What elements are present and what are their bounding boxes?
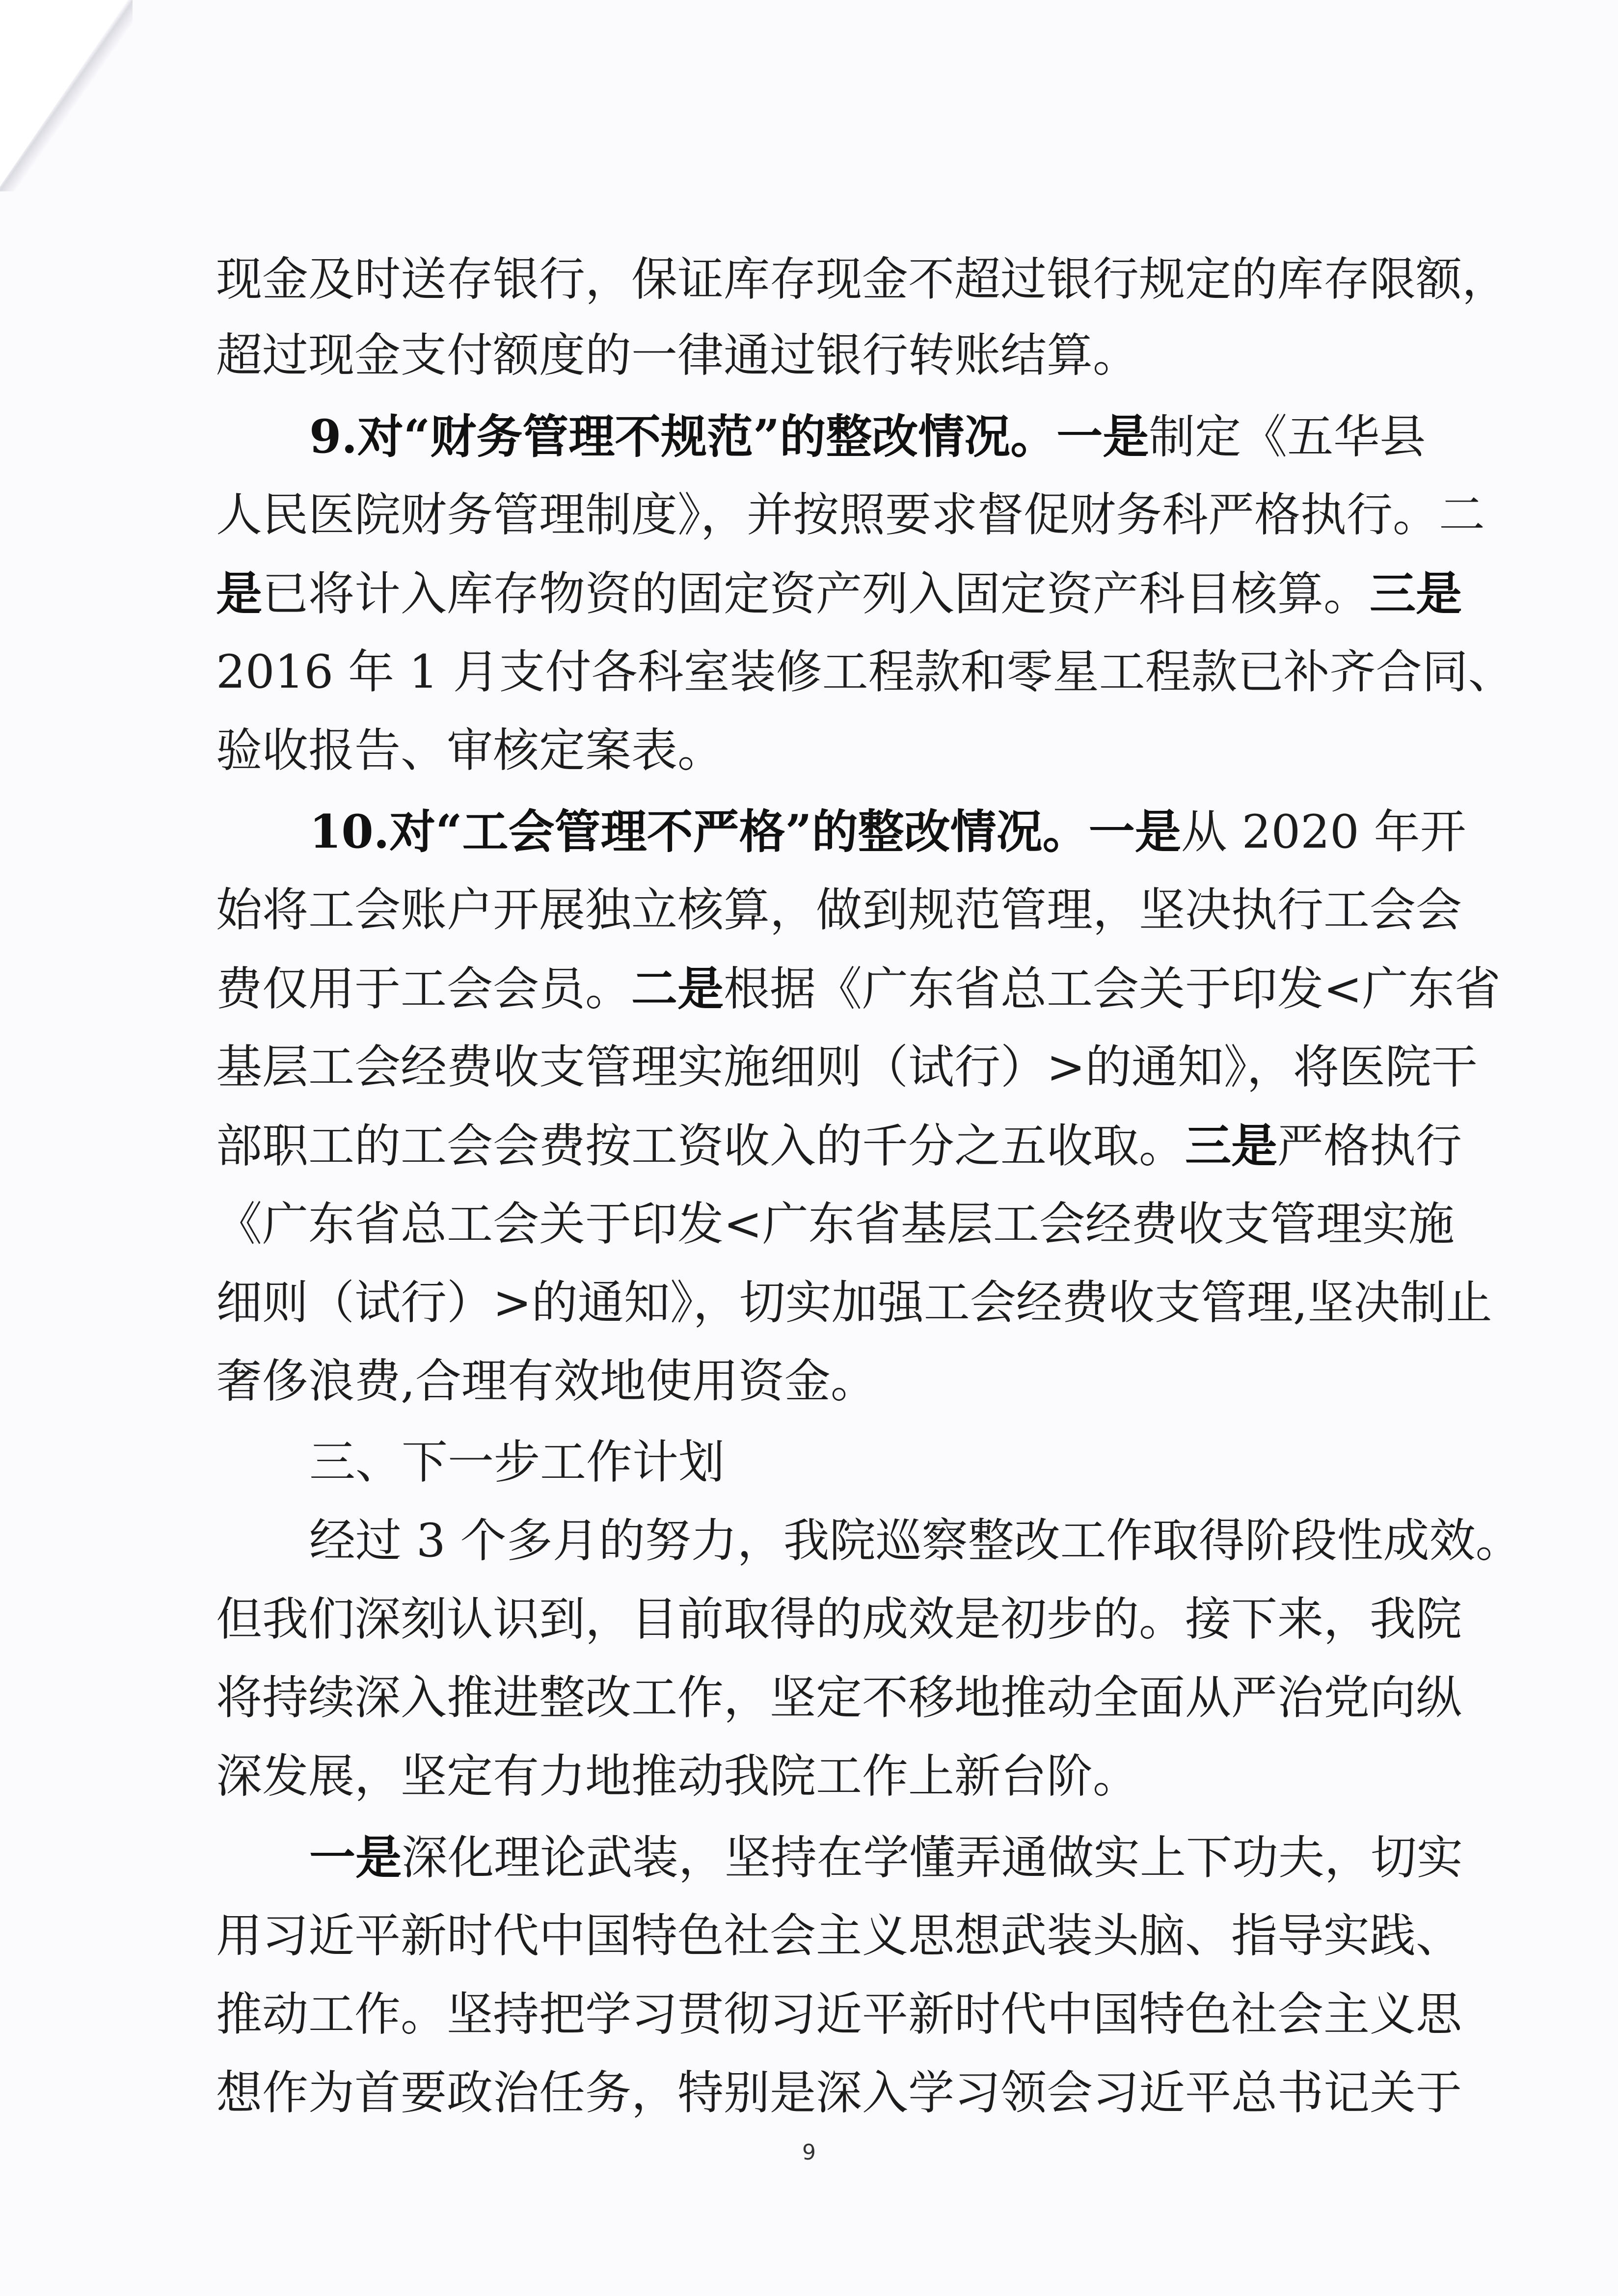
body-text: 深发展，坚定有力地推动我院工作上新台阶。 — [216, 1750, 1139, 1803]
body-text: 想作为首要政治任务，特别是深入学习领会习近平总书记关于 — [216, 2066, 1462, 2120]
text-line — [216, 1342, 877, 1421]
text-line — [216, 1897, 1462, 1976]
page-number: 9 — [802, 2140, 816, 2165]
text-line — [216, 1659, 1462, 1737]
text-line — [216, 1737, 1139, 1816]
text-line — [309, 1818, 1463, 1897]
folded-corner — [0, 0, 128, 187]
body-text: 超过现金支付额度的一律通过银行转账结算。 — [216, 329, 1139, 382]
bold-text: 9.对“财务管理不规范”的整改情况。 — [309, 410, 1057, 464]
body-text: 用习近平新时代中国特色社会主义思想武装头脑、指导实践、 — [216, 1909, 1462, 1963]
body-text: 基层工会经费收支管理实施细则（试行）>的通知》，将医院干 — [216, 1041, 1478, 1094]
text-line — [216, 240, 1509, 319]
text-line — [216, 1185, 1455, 1264]
body-text: 推动工作。坚持把学习贯彻习近平新时代中国特色社会主义思 — [216, 1988, 1462, 2041]
text-line — [216, 1028, 1478, 1107]
text-line — [216, 633, 1514, 712]
body-text: 人民医院财务管理制度》，并按照要求督促财务科严格执行。二 — [216, 488, 1485, 542]
text-line — [216, 1580, 1462, 1659]
body-text: 费仅用于工会会员。 — [216, 962, 632, 1016]
body-text: 从 2020 年开 — [1181, 805, 1466, 859]
section-heading: 三、下一步工作计划 — [309, 1436, 725, 1489]
body-text: 始将工会账户开展独立核算，做到规范管理，坚决执行工会会 — [216, 883, 1462, 937]
body-text: 部职工的工会会费按工资收入的千分之五收取。 — [216, 1120, 1186, 1173]
text-line — [216, 712, 724, 790]
body-text: 根据《广东省总工会关于印发<广东省 — [724, 962, 1501, 1016]
text-line — [309, 1502, 1522, 1580]
text-line — [309, 793, 1466, 871]
body-text: 已将计入库存物资的固定资产列入固定资产科目核算。 — [262, 567, 1370, 621]
bold-text: 三是 — [1185, 1119, 1278, 1173]
body-text: 奢侈浪费,合理有效地使用资金。 — [216, 1355, 877, 1408]
body-text: 验收报告、审核定案表。 — [216, 724, 724, 777]
bold-text: 10.对“工会管理不严格”的整改情况。 — [309, 805, 1089, 859]
bold-text: 一是 — [1088, 805, 1181, 859]
text-line — [216, 871, 1462, 950]
text-line — [216, 1107, 1462, 1185]
body-text: 细则（试行）>的通知》，切实加强工会经费收支管理,坚决制止 — [216, 1276, 1492, 1330]
text-line — [216, 1976, 1462, 2054]
body-text: 深化理论武装，坚持在学懂弄通做实上下功夫，切实 — [402, 1831, 1463, 1885]
bold-text: 三是 — [1370, 567, 1462, 621]
body-text: 经过 3 个多月的努力，我院巡察整改工作取得阶段性成效。 — [309, 1514, 1522, 1568]
body-text: 但我们深刻认识到，目前取得的成效是初步的。接下来，我院 — [216, 1593, 1462, 1646]
body-text: 将持续深入推进整改工作，坚定不移地推动全面从严治党向纵 — [216, 1671, 1462, 1725]
text-line — [216, 1264, 1492, 1342]
bold-text: 二是 — [631, 962, 724, 1016]
text-line — [309, 398, 1426, 476]
text-line — [216, 555, 1462, 633]
body-text: 现金及时送存银行，保证库存现金不超过银行规定的库存限额， — [216, 253, 1509, 306]
text-line — [216, 317, 1139, 395]
bold-text: 是 — [216, 567, 263, 621]
text-line — [216, 476, 1485, 555]
bold-text: 一是 — [1056, 410, 1149, 464]
body-text: 《广东省总工会关于印发<广东省基层工会经费收支管理实施 — [216, 1198, 1455, 1251]
bold-text: 一是 — [309, 1831, 402, 1885]
text-line — [216, 2054, 1462, 2133]
body-text: 严格执行 — [1277, 1120, 1462, 1173]
body-text: 制定《五华县 — [1149, 410, 1426, 464]
text-line — [309, 1423, 725, 1502]
body-text: 2016 年 1 月支付各科室装修工程款和零星工程款已补齐合同、 — [216, 645, 1514, 699]
text-line — [216, 950, 1501, 1028]
